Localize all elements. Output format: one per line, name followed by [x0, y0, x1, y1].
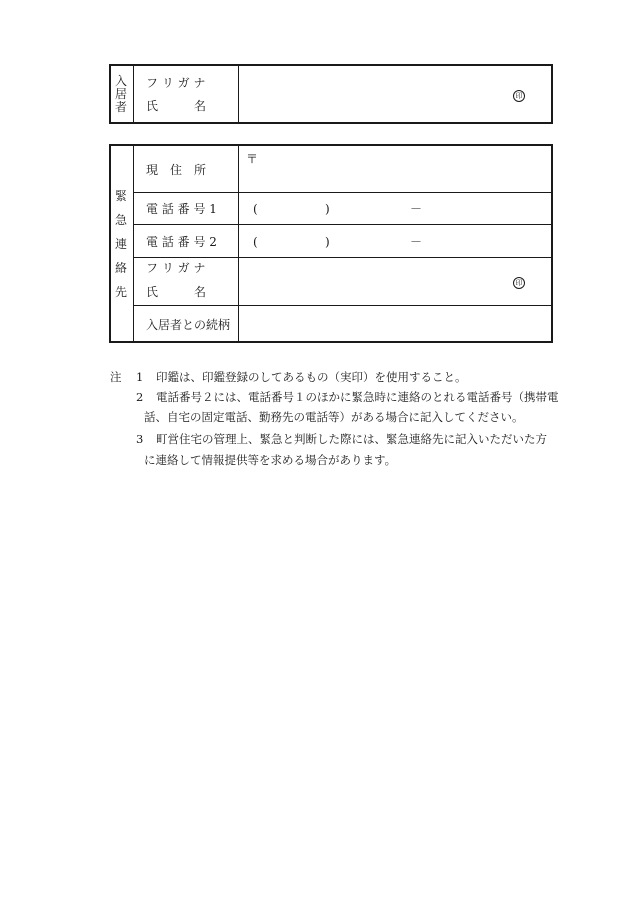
note-1-number: 1 — [136, 370, 144, 384]
resident-label-divider — [133, 66, 134, 122]
resident-name-label: 氏 名 — [146, 99, 207, 113]
phone2-dash: － — [410, 235, 423, 249]
phone2-paren-open: ( — [253, 235, 258, 249]
row-divider-1 — [133, 192, 551, 193]
phone2-label: 電 話 番 号 2 — [146, 235, 217, 249]
relation-label: 入居者との続柄 — [146, 318, 231, 332]
resident-name-field[interactable] — [241, 68, 549, 120]
row-divider-3 — [133, 257, 551, 258]
emergency-label-divider — [133, 146, 134, 341]
note-2-number: 2 — [136, 390, 144, 404]
emergency-furigana-label: フ リ ガ ナ — [146, 261, 206, 275]
emergency-name-label: 氏 名 — [146, 285, 207, 299]
resident-section-label: 入居者 — [114, 74, 127, 114]
phone2-paren-close: ) — [325, 235, 330, 249]
postal-mark: 〒 — [246, 152, 259, 166]
emergency-field-divider — [238, 146, 239, 341]
row-divider-4 — [133, 305, 551, 306]
phone1-dash: － — [410, 202, 423, 216]
emergency-section-label: 緊急連絡先 — [114, 189, 127, 299]
note-3-line-2: に連絡して情報提供等を求める場合があります。 — [144, 453, 397, 467]
emergency-seal-icon: 印 — [513, 277, 525, 289]
notes-prefix: 注 — [110, 370, 122, 384]
resident-seal-icon: 印 — [513, 90, 525, 102]
note-1-line-1: 印鑑は、印鑑登録のしてあるもの（実印）を使用すること。 — [156, 370, 467, 384]
address-label: 現 住 所 — [146, 163, 207, 177]
resident-field-divider — [238, 66, 239, 122]
row-divider-2 — [133, 224, 551, 225]
phone1-paren-close: ) — [325, 202, 330, 216]
note-3-number: 3 — [136, 432, 144, 446]
resident-table — [109, 64, 553, 124]
note-3-line-1: 町営住宅の管理上、緊急と判断した際には、緊急連絡先に記入いただいた方 — [156, 432, 547, 446]
note-2-line-1: 電話番号２には、電話番号１のほかに緊急時に連絡のとれる電話番号（携帯電 — [156, 390, 559, 404]
phone1-label: 電 話 番 号 1 — [146, 202, 217, 216]
note-2-line-2: 話、自宅の固定電話、勤務先の電話等）がある場合に記入してください。 — [144, 410, 524, 424]
emergency-table — [109, 144, 553, 343]
phone1-paren-open: ( — [253, 202, 258, 216]
resident-furigana-label: フ リ ガ ナ — [146, 76, 206, 90]
